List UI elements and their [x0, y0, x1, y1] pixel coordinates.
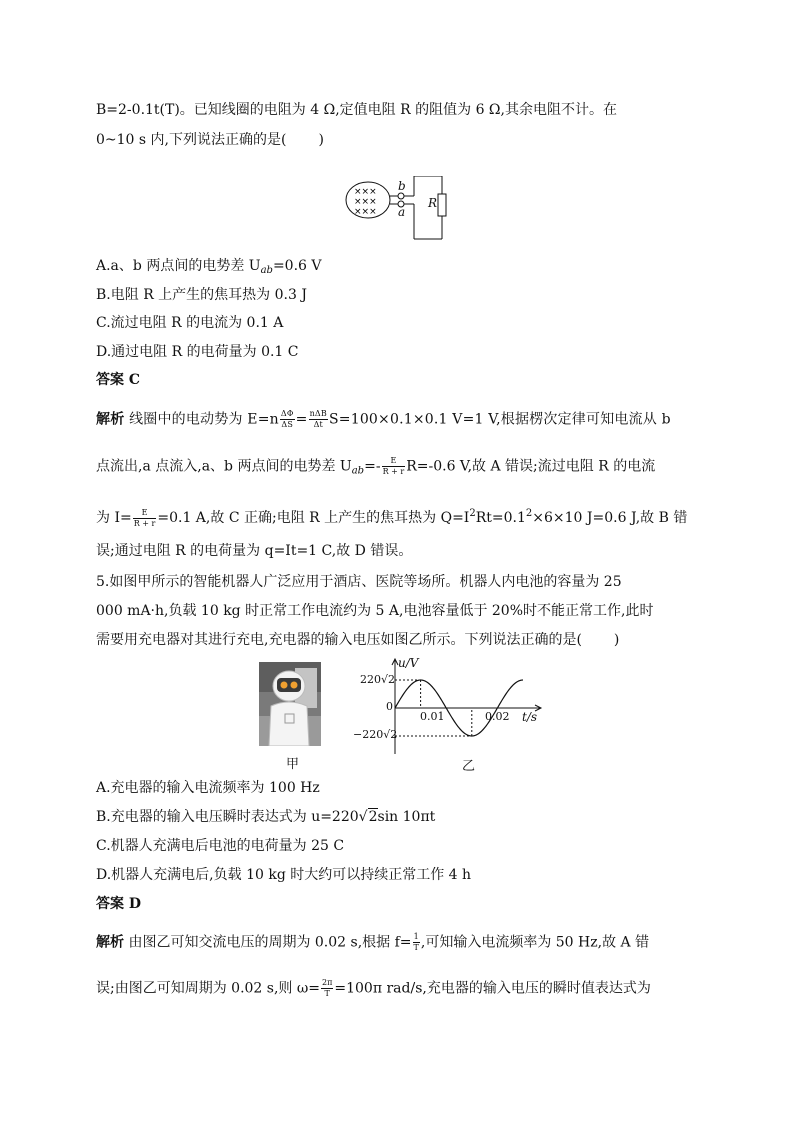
q4-option-b: B.电阻 R 上产生的焦耳热为 0.3 J	[96, 287, 307, 303]
q4-option-d: D.通过电阻 R 的电荷量为 0.1 C	[96, 344, 299, 360]
q5-stem-line3: 需要用充电器对其进行充电,充电器的输入电压如图乙所示。下列说法正确的是( )	[96, 632, 620, 648]
q4-answer: 答案 C	[96, 372, 141, 388]
svg-text:×××: ×××	[354, 187, 377, 197]
figure-jia-caption: 甲	[286, 757, 300, 772]
q5-option-d: D.机器人充满电后,负载 10 kg 时大约可以持续正常工作 4 h	[96, 867, 472, 883]
terminal-b-label: b	[398, 179, 406, 193]
q5-option-b: B.充电器的输入电压瞬时表达式为 u=220√2sin 10πt	[96, 809, 436, 825]
q5-explanation-line1: 解析 由图乙可知交流电压的周期为 0.02 s,根据 f= $\frac{1}{T}$ ,可知输入电流频率为 50 Hz,故 A 错	[96, 932, 650, 952]
q4-explanation-line3: 为 I= $\frac{E}{R + r}$ =0.1 A,故 C 正确;电阻 R 上产生的焦耳热为 $Q=I^2Rt=0.1^2\times 6\times 10$ J=0.6 J,故 B 错	[96, 507, 688, 528]
q5-stem-line1: 5.如图甲所示的智能机器人广泛应用于酒店、医院等场所。机器人内电池的容量为 25	[96, 574, 622, 590]
chart-xlabel: t/s	[522, 710, 538, 724]
q4-option-c: C.流过电阻 R 的电流为 0.1 A	[96, 315, 284, 331]
q4-explanation-line2: 点流出,a 点流入,a、b 两点间的电势差 $U_{ab}=-$ $\frac{E}{R + r}$ R=-0.6 V,故 A 错误;流过电阻 R 的电流	[96, 456, 656, 477]
q4-stem-line2: 0~10 s 内,下列说法正确的是( )	[96, 132, 324, 148]
chart-xtick-1: 0.01	[420, 710, 445, 723]
q4-stem-line1: B=2-0.1t(T)。已知线圈的电阻为 4 Ω,定值电阻 R 的阻值为 6 Ω,其余电阻不计。在	[96, 102, 617, 118]
svg-text:×××: ×××	[354, 197, 377, 207]
q4-explanation-line4: 误;通过电阻 R 的电荷量为 q=It=1 C,故 D 错误。	[96, 543, 413, 559]
figure-yi-caption: 乙	[462, 759, 476, 774]
q5-explanation-line2: 误;由图乙可知周期为 0.02 s,则 ω= $\frac{2\pi}{T}$ =100π rad/s,充电器的输入电压的瞬时值表达式为	[96, 978, 651, 998]
terminal-a-label: a	[398, 205, 406, 219]
q5-answer: 答案 D	[96, 896, 142, 912]
chart-ytick-zero: 0	[386, 700, 393, 713]
chart-ytick-bottom: −220√2	[353, 728, 398, 741]
q4-explanation-line1: 解析 线圈中的电动势为 E=n $\frac{\Delta\Phi}{\Delta S}$ = $\frac{\text{nΔB}}{\Delta t}$ S=100×0.1×0.1 V=1 V,根据楞次定律可知电流从 b	[96, 409, 671, 429]
chart-xtick-2: 0.02	[485, 710, 510, 723]
chart-ylabel: u/V	[398, 656, 419, 670]
q5-stem-line2: 000 mA·h,负载 10 kg 时正常工作电流约为 5 A,电池容量低于 20%时不能正常工作,此时	[96, 603, 654, 619]
resistor-r-label: R	[428, 196, 438, 210]
q5-option-c: C.机器人充满电后电池的电荷量为 25 C	[96, 838, 345, 854]
robot-photo	[259, 662, 321, 746]
svg-text:×××: ×××	[354, 207, 377, 217]
chart-ytick-top: 220√2	[360, 673, 396, 686]
q4-option-a: A.a、b 两点间的电势差 $U_{ab}=0.6$ V	[96, 258, 322, 276]
q5-option-a: A.充电器的输入电流频率为 100 Hz	[96, 780, 320, 796]
ac-voltage-chart	[345, 656, 545, 756]
